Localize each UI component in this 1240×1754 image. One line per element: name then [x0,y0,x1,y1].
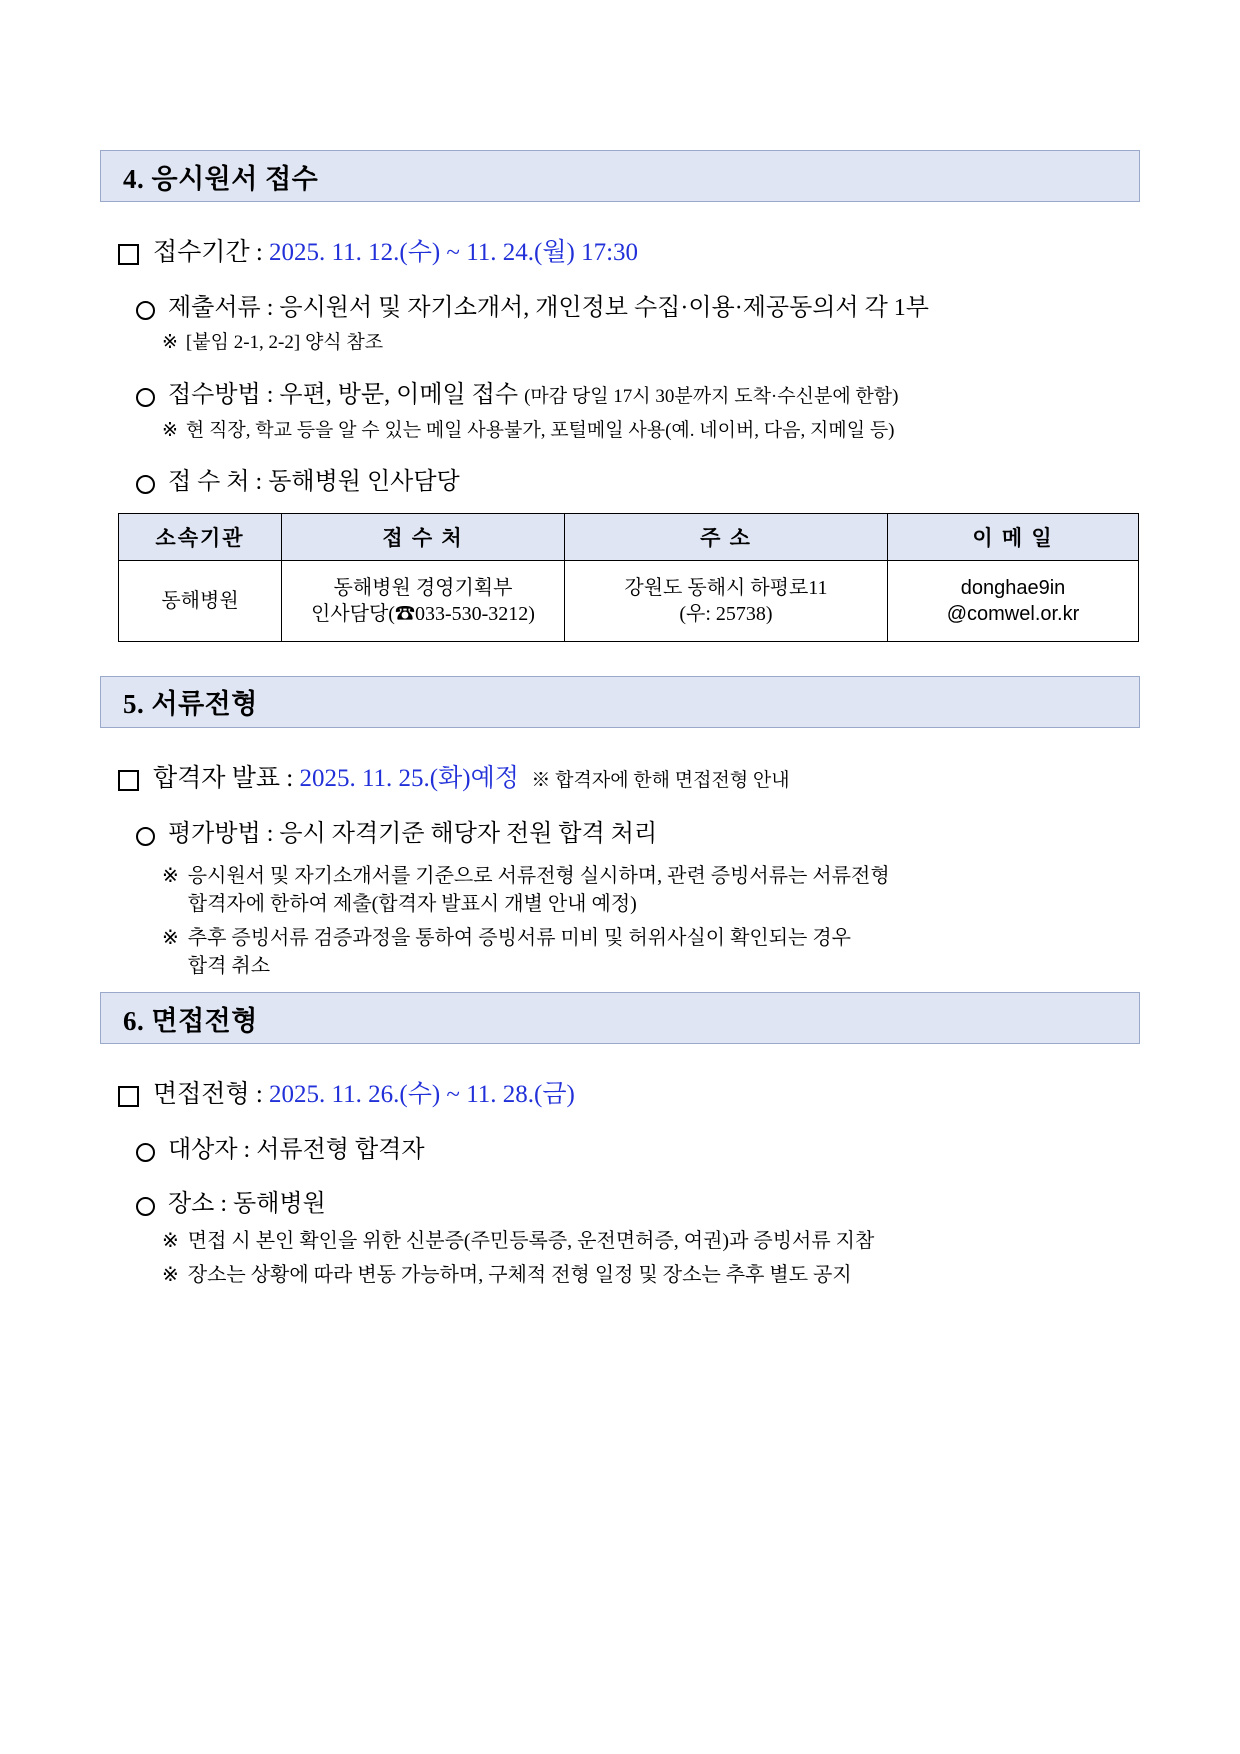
section-heading-4 [100,150,1140,202]
announce-suffix: ※ 합격자에 한해 면접전형 안내 [531,769,790,791]
interview-place-label: 장소 : 동해병원 [168,1191,326,1218]
evaluation-note-2-body [188,924,851,980]
star-icon: ※ [162,865,179,887]
circle-bullet-icon [136,1197,155,1216]
circle-bullet-icon [136,301,155,320]
interview-note-2-text: 장소는 상황에 따라 변동 가능하며, 구체적 전형 일정 및 장소는 추후 별도 공지 [187,1263,852,1286]
interview-place-row [100,1188,1140,1220]
method-note-text: 현 직장, 학교 등을 알 수 있는 메일 사용불가, 포털메일 사용(예. 네이버, 다음, 지메일 등) [185,419,895,441]
section-heading-4-label: 4. 응시원서 접수 [123,163,319,194]
star-icon: ※ [162,332,178,354]
cell-email-line2: @comwel.or.kr [946,602,1080,625]
evaluation-row [100,818,1140,850]
cell-address-line2: (우: 25738) [679,602,773,625]
announce-row [100,762,1140,796]
cell-receiver-line1: 동해병원 경영기획부 [333,576,513,599]
receipt-period-row [100,236,1140,270]
section-heading-6-label: 6. 면접전형 [123,1005,258,1036]
announce-value: 2025. 11. 25.(화)예정 [299,764,519,792]
receipt-period-value: 2025. 11. 12.(수) ~ 11. 24.(월) 17:30 [269,239,639,266]
table-header-address: 주 소 [565,513,888,560]
method-text [168,379,898,411]
interview-target-row [100,1134,1140,1166]
interview-note-2 [100,1261,1140,1289]
star-icon: ※ [162,419,178,441]
receipt-place-row [100,466,1140,498]
interview-row [100,1078,1140,1112]
evaluation-note-1-line1: 응시원서 및 자기소개서를 기준으로 서류전형 실시하며, 관련 증빙서류는 서류전형 [187,865,890,887]
cell-receiver-line2: 인사담당(☎033-530-3212) [311,602,535,625]
evaluation-note-2 [100,924,1140,980]
circle-bullet-icon [136,475,155,494]
documents-note-text: [붙임 2-1, 2-2] 양식 참조 [185,332,384,354]
checkbox-icon [118,770,139,791]
interview-target-label: 대상자 : 서류전형 합격자 [168,1136,425,1163]
announce-text [153,762,790,796]
method-row [100,379,1140,411]
interview-value: 2025. 11. 26.(수) ~ 11. 28.(금) [269,1081,575,1108]
receipt-period-text [153,236,638,270]
method-paren: (마감 당일 17시 30분까지 도착·수신분에 한함) [524,386,899,408]
documents-row [100,292,1140,324]
documents-note-row [100,330,1140,357]
section-heading-5 [100,676,1140,728]
cell-address [565,560,888,641]
table-header-receiver: 접 수 처 [282,513,565,560]
evaluation-note-1 [100,862,1140,918]
checkbox-icon [118,244,139,265]
evaluation-note-1-line2: 합격자에 한하여 제출(합격자 발표시 개별 안내 예정) [187,893,637,915]
circle-bullet-icon [136,1143,155,1162]
method-note-row [100,418,1140,445]
documents-label: 제출서류 : 응시원서 및 자기소개서, 개인정보 수집·이용·제공동의서 각 1부 [168,294,929,321]
evaluation-note-1-body [188,862,890,918]
table-header-email: 이 메 일 [888,513,1139,560]
receipt-place-label: 접 수 처 : 동해병원 인사담당 [168,469,460,496]
interview-note-1 [100,1227,1140,1255]
receipt-table [118,513,1139,642]
circle-bullet-icon [136,388,155,407]
interview-note-1-text: 면접 시 본인 확인을 위한 신분증(주민등록증, 운전면허증, 여권)과 증빙서류 지참 [187,1229,875,1252]
section-heading-6 [100,992,1140,1044]
method-label: 접수방법 : 우편, 방문, 이메일 접수 [168,382,525,409]
table-row [119,560,1139,641]
section-heading-5-label: 5. 서류전형 [123,689,258,720]
evaluation-note-2-line1: 추후 증빙서류 검증과정을 통하여 증빙서류 미비 및 허위사실이 확인되는 경우 [187,927,852,949]
star-icon: ※ [162,927,179,949]
star-icon: ※ [162,1229,179,1252]
table-header-org: 소속기관 [119,513,282,560]
cell-org: 동해병원 [119,560,282,641]
receipt-period-label: 접수기간 : [153,239,270,266]
interview-label: 면접전형 : [153,1081,270,1108]
table-header-row [119,513,1139,560]
interview-text [153,1078,575,1112]
star-icon: ※ [162,1263,179,1286]
announce-label: 합격자 발표 : [153,764,300,792]
cell-address-line1: 강원도 동해시 하평로11 [624,576,828,599]
evaluation-note-2-line2: 합격 취소 [187,955,271,977]
cell-receiver [282,560,565,641]
checkbox-icon [118,1086,139,1107]
evaluation-label: 평가방법 : 응시 자격기준 해당자 전원 합격 처리 [168,820,658,847]
cell-email [888,560,1139,641]
circle-bullet-icon [136,827,155,846]
cell-email-line1: donghae9in [960,576,1066,599]
